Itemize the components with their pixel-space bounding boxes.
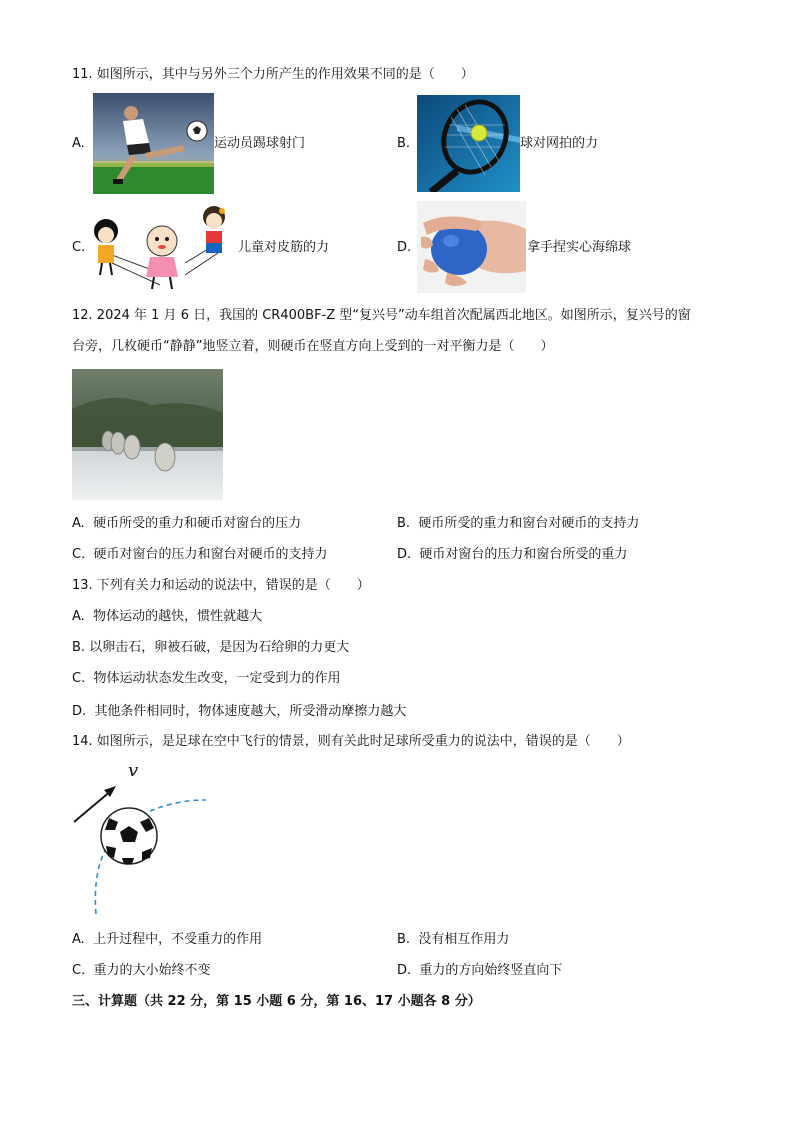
q13-option-d: D. 其他条件相同时，物体速度越大，所受滑动摩擦力越大 bbox=[72, 704, 407, 719]
q11-squeeze-ball-image bbox=[417, 201, 526, 293]
question-13-stem: 13. 下列有关力和运动的说法中，错误的是（ ） bbox=[72, 578, 370, 593]
q14-option-d: D. 重力的方向始终竖直向下 bbox=[397, 963, 563, 978]
question-12-stem-line-2: 台旁，几枚硬币“静静”地竖立着，则硬币在竖直方向上受到的一对平衡力是（ ） bbox=[72, 339, 554, 354]
question-12-stem-line-1: 12. 2024 年 1 月 6 日，我国的 CR400BF-Z 型“复兴号”动车组首次配属西北地区。如图所示，复兴号的窗 bbox=[72, 308, 691, 323]
q11-option-a-letter: A. bbox=[72, 136, 85, 151]
q12-option-d: D. 硬币对窗台的压力和窗台所受的重力 bbox=[397, 547, 628, 562]
q11-option-a-text: 运动员踢球射门 bbox=[214, 136, 306, 151]
q11-tennis-racket-image bbox=[417, 95, 520, 192]
q13-option-a: A. 物体运动的越快，惯性就越大 bbox=[72, 609, 263, 624]
q11-option-b-letter: B. bbox=[397, 136, 411, 151]
section-3-title: 三、计算题（共 22 分，第 15 小题 6 分，第 16、17 小题各 8 分） bbox=[72, 994, 481, 1009]
q13-option-b: B. 以卵击石，卵被石破，是因为石给卵的力更大 bbox=[72, 640, 350, 655]
q11-soccer-kick-image bbox=[93, 93, 214, 194]
q14-option-a: A. 上升过程中，不受重力的作用 bbox=[72, 932, 263, 947]
q12-option-a: A. 硬币所受的重力和硬币对窗台的压力 bbox=[72, 516, 302, 531]
q14-football-flight-diagram bbox=[70, 760, 215, 916]
q11-option-c-letter: C. bbox=[72, 240, 86, 255]
q12-option-b: B. 硬币所受的重力和窗台对硬币的支持力 bbox=[397, 516, 640, 531]
q11-jump-rope-image bbox=[90, 203, 238, 293]
q11-option-d-letter: D. bbox=[397, 240, 412, 255]
q11-option-d-text: 拿手捏实心海绵球 bbox=[527, 240, 632, 255]
q14-option-c: C. 重力的大小始终不变 bbox=[72, 963, 211, 978]
q11-option-b-text: 球对网拍的力 bbox=[520, 136, 599, 151]
q13-option-c: C. 物体运动状态发生改变，一定受到力的作用 bbox=[72, 671, 341, 686]
q11-option-c-text: 儿童对皮筋的力 bbox=[238, 240, 330, 255]
q12-option-c: C. 硬币对窗台的压力和窗台对硬币的支持力 bbox=[72, 547, 328, 562]
question-14-stem: 14. 如图所示，是足球在空中飞行的情景，则有关此时足球所受重力的说法中，错误的是（ ） bbox=[72, 734, 630, 749]
velocity-label: v bbox=[128, 760, 139, 781]
question-11-stem: 11. 如图所示，其中与另外三个力所产生的作用效果不同的是（ ） bbox=[72, 67, 474, 82]
q12-coins-on-windowsill-image bbox=[72, 369, 223, 500]
q14-option-b: B. 没有相互作用力 bbox=[397, 932, 510, 947]
